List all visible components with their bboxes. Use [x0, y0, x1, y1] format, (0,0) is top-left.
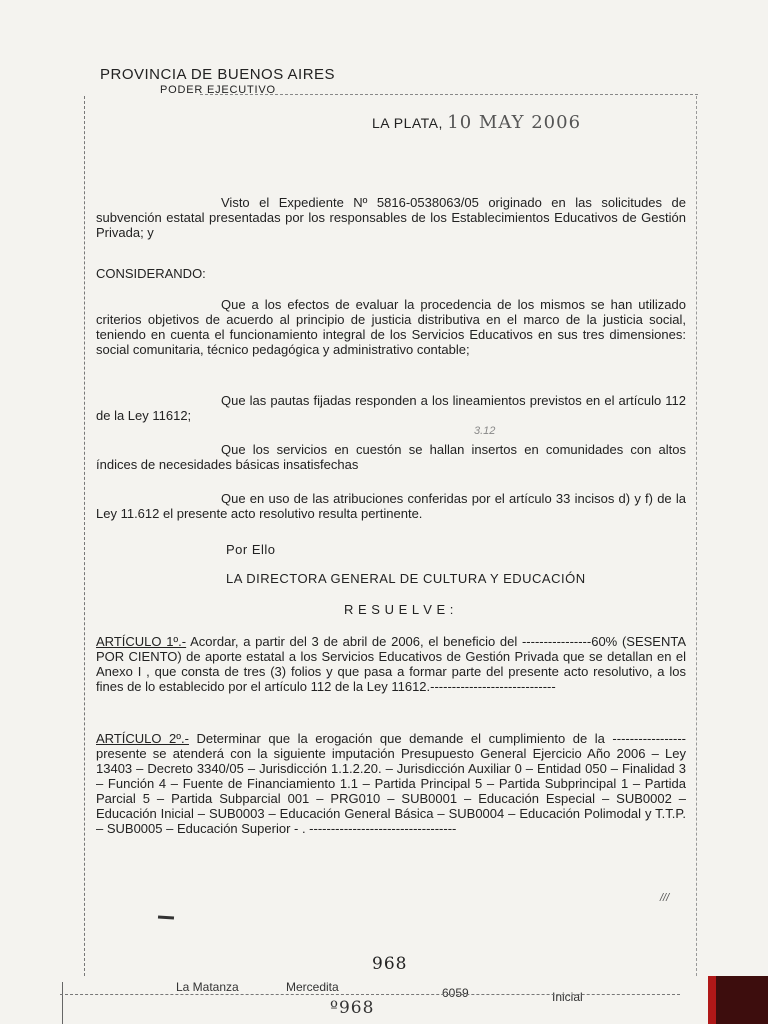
place-label: LA PLATA, — [372, 115, 443, 131]
directora-heading: LA DIRECTORA GENERAL DE CULTURA Y EDUCACIÓN — [226, 571, 586, 586]
visto-paragraph — [96, 195, 686, 240]
underlay-number: 6059 — [442, 986, 469, 1000]
underlay-level: Inicial — [552, 990, 583, 1004]
por-ello: Por Ello — [226, 542, 276, 557]
scan-edge-dark — [708, 976, 768, 1024]
place-date-line — [372, 112, 581, 133]
underlay-divider — [60, 994, 680, 995]
articulo-2-text: Determinar que la erogación que demande el cumplimiento de la -----------------presente se atenderá con la siguiente imputación Presupuesto General Ejercicio Año 2006 – Ley 13403 – Decreto 3340/05 – Jurisdicción 1.1.2.20. – Jurisdicción Auxiliar 0 – Entidad 050 – Finalidad 3 – Función 4 – Fuente de Financiamiento 1.1 – Partida Principal 5 – Partida Subprincipal 1 – Partida Parcial 5 – Partida Subparcial 001 – PRG010 – SUB0001 – Educación Especial – SUB0002 – Educación Inicial – SUB0003 – Educación General Básica – SUB0004 – Educación Polimodal y T.T.P. – SUB0005 – Educación Superior - . ---------------------------------- — [96, 731, 686, 836]
resuelve-heading: R E S U E L V E : — [344, 602, 454, 617]
underlay-locality: Mercedita — [286, 980, 339, 994]
underlay-district: La Matanza — [176, 980, 239, 994]
p2-text: Que las pautas fijadas responden a los lineamientos previstos en el artículo 112 de la Ley 11612; — [96, 393, 686, 423]
scan-edge — [62, 982, 63, 1024]
page-number: 968 — [372, 954, 408, 974]
articulo-2-label: ARTÍCULO 2º.- — [96, 731, 189, 746]
articulo-1 — [96, 634, 686, 694]
p3-text: Que los servicios en cuestón se hallan insertos en comunidades con altos índices de necesidades básicas insatisfechas — [96, 442, 686, 472]
frame-border-right — [696, 96, 697, 976]
frame-border-left — [84, 96, 85, 976]
handwritten-mark: 3.12 — [474, 425, 496, 437]
considerando-heading: CONSIDERANDO: — [96, 266, 206, 281]
articulo-1-text: Acordar, a partir del 3 de abril de 2006, el beneficio del ----------------60% (SESENTA POR CIENTO) de aporte estatal a los Servicios Educativos de Gestión Privada que se detallan en el Anexo I , que consta de tres (3) folios y que pasa a formar parte del presente acto resolutivo, a los fines de lo establecido por el artículo 112 de la Ley 11612.----------------------------- — [96, 634, 686, 694]
considerando-paragraph-4 — [96, 491, 686, 521]
end-slashes: /// — [660, 892, 670, 904]
pen-mark — [158, 915, 174, 919]
date-stamp: 10 MAY 2006 — [447, 112, 582, 133]
articulo-2 — [96, 731, 686, 836]
branch-heading: PODER EJECUTIVO — [160, 84, 276, 96]
scan-edge-red — [708, 976, 716, 1024]
visto-text: Visto el Expediente Nº 5816-0538063/05 originado en las solicitudes de subvención estatal presentadas por los responsables de los Establecimientos Educativos de Gestión Privada; y — [96, 195, 686, 240]
considerando-paragraph-1 — [96, 297, 686, 357]
p1-text: Que a los efectos de evaluar la procedencia de los mismos se han utilizado criterios objetivos de acuerdo al principio de justicia distributiva en el marco de la justicia social, teniendo en cuenta el funcionamiento integral de los Servicios Educativos en sus tres dimensiones: social comunitaria, técnico pedagógica y administrativo contable; — [96, 297, 686, 357]
province-heading: PROVINCIA DE BUENOS AIRES — [100, 66, 336, 83]
considerando-paragraph-2 — [96, 393, 686, 423]
considerando-paragraph-3 — [96, 442, 686, 472]
page-number-bottom: º968 — [330, 998, 375, 1018]
articulo-1-label: ARTÍCULO 1º.- — [96, 634, 187, 649]
p4-text: Que en uso de las atribuciones conferidas por el artículo 33 incisos d) y f) de la Ley 11.612 el presente acto resolutivo resulta pertinente. — [96, 491, 686, 521]
